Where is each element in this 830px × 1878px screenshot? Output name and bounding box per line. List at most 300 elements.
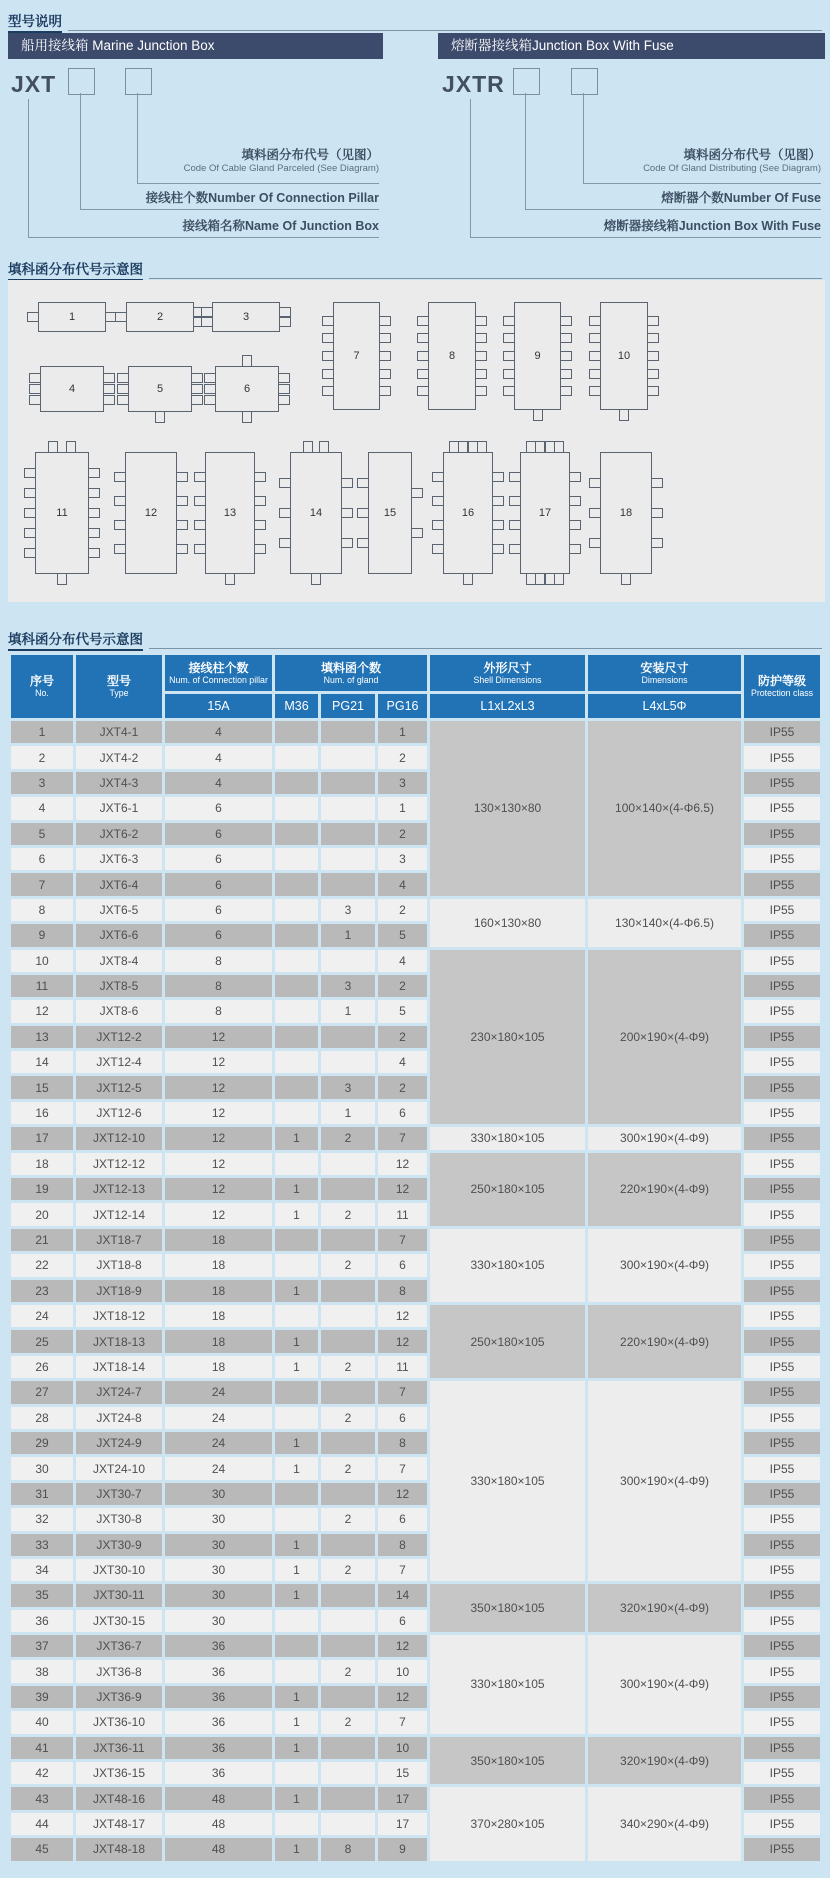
cell-15a: 30 — [165, 1534, 272, 1556]
cell-no: 2 — [11, 746, 73, 768]
cell-pg16: 5 — [378, 924, 427, 946]
cell-no: 14 — [11, 1051, 73, 1073]
cell-type: JXT18-13 — [76, 1330, 162, 1352]
cell-pg21 — [321, 1787, 375, 1809]
gland-tab — [194, 520, 206, 530]
gland-tab — [475, 333, 487, 343]
cell-m36: 1 — [275, 1432, 318, 1454]
leader-line — [137, 183, 379, 184]
cell-protection-class: IP55 — [744, 1457, 820, 1479]
cell-m36 — [275, 1660, 318, 1682]
cell-type: JXT36-8 — [76, 1660, 162, 1682]
cell-no: 6 — [11, 848, 73, 870]
cell-protection-class: IP55 — [744, 1407, 820, 1429]
cell-15a: 24 — [165, 1457, 272, 1479]
title-rule — [149, 648, 822, 649]
cell-no: 35 — [11, 1584, 73, 1606]
table-row — [11, 1584, 820, 1606]
cell-m36: 1 — [275, 1280, 318, 1302]
cell-15a: 30 — [165, 1559, 272, 1581]
cell-no: 23 — [11, 1280, 73, 1302]
gland-box-18 — [600, 452, 652, 574]
gland-tab — [114, 496, 126, 506]
gland-tab — [322, 333, 334, 343]
cell-15a: 12 — [165, 1026, 272, 1048]
gland-tab — [449, 441, 459, 453]
cell-no: 41 — [11, 1737, 73, 1759]
cell-15a: 36 — [165, 1686, 272, 1708]
cell-pg21 — [321, 1178, 375, 1200]
cell-15a: 12 — [165, 1102, 272, 1124]
cell-type: JXT8-5 — [76, 975, 162, 997]
cell-pg21 — [321, 746, 375, 768]
gland-box-number: 14 — [309, 507, 323, 519]
cell-15a: 48 — [165, 1787, 272, 1809]
cell-no: 19 — [11, 1178, 73, 1200]
fuse-count-label: 熔断器个数Number Of Fuse — [661, 191, 821, 205]
table-row — [11, 950, 820, 972]
section-title-spec-table: 填科函分布代号示意图 — [8, 628, 143, 651]
gland-tab — [417, 386, 429, 396]
cell-shell-dimensions: 330×180×105 — [430, 1127, 585, 1149]
cell-15a: 30 — [165, 1483, 272, 1505]
gland-box-number: 7 — [353, 350, 360, 362]
table-row — [11, 1229, 820, 1251]
gland-tab — [468, 441, 478, 453]
cell-15a: 24 — [165, 1432, 272, 1454]
gland-tab — [24, 488, 36, 498]
gland-box-15 — [368, 452, 412, 574]
cell-pg21: 2 — [321, 1711, 375, 1733]
gland-tab — [279, 508, 291, 518]
cell-protection-class: IP55 — [744, 1635, 820, 1657]
cell-type: JXT12-14 — [76, 1203, 162, 1225]
cell-pg21 — [321, 1305, 375, 1327]
cell-15a: 24 — [165, 1381, 272, 1403]
cell-type: JXT6-6 — [76, 924, 162, 946]
cell-protection-class: IP55 — [744, 1711, 820, 1733]
gland-code-label-zh: 填料函分布代号（见图） — [241, 148, 379, 162]
cell-pg16: 7 — [378, 1559, 427, 1581]
cell-15a: 24 — [165, 1407, 272, 1429]
gland-tab — [319, 441, 329, 453]
cell-no: 13 — [11, 1026, 73, 1048]
gland-code-label-zh: 填料函分布代号（见图） — [683, 148, 821, 162]
cell-pg21 — [321, 823, 375, 845]
cell-mounting-dimensions: 200×190×(4-Φ9) — [588, 950, 741, 1125]
cell-type: JXT12-5 — [76, 1076, 162, 1098]
cell-m36 — [275, 1254, 318, 1276]
gland-tab — [115, 312, 127, 322]
cell-15a: 18 — [165, 1254, 272, 1276]
cell-type: JXT24-7 — [76, 1381, 162, 1403]
table-row — [11, 1127, 820, 1149]
cell-m36 — [275, 899, 318, 921]
cell-pg16: 15 — [378, 1762, 427, 1784]
gland-box-number: 18 — [619, 507, 633, 519]
model-code-jxt: JXT — [11, 71, 57, 97]
cell-pg16: 7 — [378, 1229, 427, 1251]
cell-m36: 1 — [275, 1127, 318, 1149]
table-row — [11, 899, 820, 921]
cell-no: 24 — [11, 1305, 73, 1327]
leader-line — [28, 237, 379, 238]
leader-line — [28, 99, 29, 237]
cell-pg21: 8 — [321, 1838, 375, 1860]
cell-pg21: 2 — [321, 1508, 375, 1530]
gland-tab — [647, 351, 659, 361]
cell-15a: 6 — [165, 873, 272, 895]
cell-type: JXT8-4 — [76, 950, 162, 972]
cell-no: 7 — [11, 873, 73, 895]
cell-protection-class: IP55 — [744, 848, 820, 870]
gland-tab — [254, 544, 266, 554]
cell-pg16: 6 — [378, 1508, 427, 1530]
gland-tab — [88, 528, 100, 538]
gland-tab — [560, 369, 572, 379]
cell-type: JXT36-10 — [76, 1711, 162, 1733]
cell-15a: 4 — [165, 746, 272, 768]
cell-no: 12 — [11, 1000, 73, 1022]
cell-no: 38 — [11, 1660, 73, 1682]
gland-tab — [322, 369, 334, 379]
gland-tab — [225, 573, 235, 585]
cell-pg21 — [321, 1737, 375, 1759]
cell-type: JXT30-7 — [76, 1483, 162, 1505]
cell-shell-dimensions: 370×280×105 — [430, 1787, 585, 1860]
gland-tab — [651, 508, 663, 518]
gland-tab — [176, 472, 188, 482]
gland-tab — [589, 316, 601, 326]
cell-m36 — [275, 848, 318, 870]
gland-tab — [242, 411, 252, 423]
cell-m36: 1 — [275, 1457, 318, 1479]
sub-header-l4xl5-: L4xL5Φ — [588, 694, 741, 718]
leader-line — [525, 93, 526, 209]
col-header-pillar: 接线柱个数 Num. of Connection pillar — [165, 655, 272, 691]
cell-15a: 36 — [165, 1737, 272, 1759]
cell-no: 37 — [11, 1635, 73, 1657]
cell-pg21: 3 — [321, 1076, 375, 1098]
section-spec-table — [8, 628, 822, 651]
cell-pg16: 4 — [378, 950, 427, 972]
cell-15a: 36 — [165, 1660, 272, 1682]
gland-tab — [569, 472, 581, 482]
cell-type: JXT30-9 — [76, 1534, 162, 1556]
gland-box-12 — [125, 452, 177, 574]
col-header-mount: 安装尺寸 Dimensions — [588, 655, 741, 691]
cell-protection-class: IP55 — [744, 1813, 820, 1835]
cell-pg16: 7 — [378, 1457, 427, 1479]
cell-m36: 1 — [275, 1584, 318, 1606]
sub-header-15a: 15A — [165, 694, 272, 718]
cell-pg21: 2 — [321, 1356, 375, 1378]
cell-pg21 — [321, 1051, 375, 1073]
gland-tab — [554, 441, 564, 453]
gland-tab — [66, 441, 76, 453]
gland-tab — [191, 373, 203, 383]
cell-15a: 36 — [165, 1762, 272, 1784]
gland-tab — [417, 369, 429, 379]
gland-tab — [492, 472, 504, 482]
cell-type: JXT36-9 — [76, 1686, 162, 1708]
cell-15a: 6 — [165, 848, 272, 870]
gland-tab — [379, 333, 391, 343]
cell-15a: 8 — [165, 975, 272, 997]
cell-type: JXT18-8 — [76, 1254, 162, 1276]
cell-m36 — [275, 924, 318, 946]
leader-line — [80, 93, 81, 209]
spec-table — [8, 652, 823, 1864]
cell-protection-class: IP55 — [744, 924, 820, 946]
cell-15a: 18 — [165, 1280, 272, 1302]
sub-header-pg21: PG21 — [321, 694, 375, 718]
title-rule — [68, 30, 822, 31]
cell-no: 33 — [11, 1534, 73, 1556]
cell-m36 — [275, 746, 318, 768]
cell-no: 28 — [11, 1407, 73, 1429]
leader-line — [137, 93, 138, 183]
cell-pg16: 6 — [378, 1102, 427, 1124]
cell-no: 18 — [11, 1153, 73, 1175]
cell-m36 — [275, 1000, 318, 1022]
cell-protection-class: IP55 — [744, 1000, 820, 1022]
cell-no: 16 — [11, 1102, 73, 1124]
cell-type: JXT6-5 — [76, 899, 162, 921]
cell-pg16: 6 — [378, 1254, 427, 1276]
gland-box-11 — [35, 452, 89, 574]
cell-type: JXT4-2 — [76, 746, 162, 768]
cell-type: JXT12-2 — [76, 1026, 162, 1048]
cell-no: 25 — [11, 1330, 73, 1352]
cell-m36: 1 — [275, 1356, 318, 1378]
gland-tab — [57, 573, 67, 585]
cell-protection-class: IP55 — [744, 1686, 820, 1708]
cell-pg16: 2 — [378, 1076, 427, 1098]
cell-type: JXT12-12 — [76, 1153, 162, 1175]
cell-15a: 12 — [165, 1178, 272, 1200]
gland-tab — [475, 316, 487, 326]
cell-protection-class: IP55 — [744, 1153, 820, 1175]
cell-pg16: 6 — [378, 1407, 427, 1429]
cell-protection-class: IP55 — [744, 899, 820, 921]
gland-tab — [24, 468, 36, 478]
cell-15a: 30 — [165, 1508, 272, 1530]
gland-tab — [322, 386, 334, 396]
cell-15a: 18 — [165, 1356, 272, 1378]
gland-tab — [303, 441, 313, 453]
sub-header-pg16: PG16 — [378, 694, 427, 718]
gland-tab — [341, 538, 353, 548]
cell-no: 26 — [11, 1356, 73, 1378]
cell-pg16: 5 — [378, 1000, 427, 1022]
gland-tab — [88, 548, 100, 558]
cell-m36 — [275, 873, 318, 895]
cell-pg16: 1 — [378, 721, 427, 743]
cell-m36 — [275, 1076, 318, 1098]
section-title-model: 型号说明 — [8, 10, 62, 33]
cell-pg21: 2 — [321, 1559, 375, 1581]
cell-no: 20 — [11, 1203, 73, 1225]
gland-tab — [88, 468, 100, 478]
cell-type: JXT8-6 — [76, 1000, 162, 1022]
gland-tab — [560, 351, 572, 361]
cell-type: JXT48-16 — [76, 1787, 162, 1809]
cell-shell-dimensions: 330×180×105 — [430, 1381, 585, 1581]
col-header-no: 序号 No. — [11, 655, 73, 718]
table-row — [11, 1153, 820, 1175]
gland-tab — [560, 316, 572, 326]
gland-tab — [589, 508, 601, 518]
gland-tab — [503, 333, 515, 343]
col-header-shell: 外形尺寸 Shell Dimensions — [430, 655, 585, 691]
cell-m36: 1 — [275, 1838, 318, 1860]
cell-pg21: 1 — [321, 1102, 375, 1124]
sub-header-m36: M36 — [275, 694, 318, 718]
cell-protection-class: IP55 — [744, 1076, 820, 1098]
cell-m36 — [275, 1483, 318, 1505]
cell-15a: 12 — [165, 1203, 272, 1225]
section-gland-diagram — [8, 258, 822, 281]
model-code-jxtr: JXTR — [442, 71, 505, 97]
gland-box-14 — [290, 452, 342, 574]
cell-no: 27 — [11, 1381, 73, 1403]
box-name-label: 接线箱名称Name Of Junction Box — [182, 219, 379, 233]
gland-tab — [357, 538, 369, 548]
gland-tab — [24, 528, 36, 538]
cell-type: JXT6-3 — [76, 848, 162, 870]
cell-shell-dimensions: 160×130×80 — [430, 899, 585, 947]
cell-pg21 — [321, 873, 375, 895]
cell-pg16: 6 — [378, 1610, 427, 1632]
cell-pg16: 12 — [378, 1483, 427, 1505]
cell-protection-class: IP55 — [744, 1203, 820, 1225]
cell-protection-class: IP55 — [744, 950, 820, 972]
cell-pg16: 4 — [378, 1051, 427, 1073]
gland-tab — [204, 395, 216, 405]
gland-tab — [194, 544, 206, 554]
gland-tab — [509, 472, 521, 482]
cell-mounting-dimensions: 300×190×(4-Φ9) — [588, 1127, 741, 1149]
gland-tab — [24, 548, 36, 558]
gland-tab — [503, 386, 515, 396]
cell-15a: 30 — [165, 1610, 272, 1632]
cell-type: JXT30-8 — [76, 1508, 162, 1530]
cell-pg21: 2 — [321, 1407, 375, 1429]
cell-no: 40 — [11, 1711, 73, 1733]
fuse-panel-header: 熔断器接线箱Junction Box With Fuse — [438, 33, 825, 59]
cell-protection-class: IP55 — [744, 1838, 820, 1860]
cell-protection-class: IP55 — [744, 1026, 820, 1048]
gland-tab — [357, 508, 369, 518]
gland-tab — [279, 317, 291, 327]
cell-protection-class: IP55 — [744, 721, 820, 743]
cell-protection-class: IP55 — [744, 1660, 820, 1682]
cell-no: 17 — [11, 1127, 73, 1149]
gland-tab — [176, 544, 188, 554]
gland-tab — [589, 478, 601, 488]
cell-pg21: 1 — [321, 1000, 375, 1022]
gland-tab — [278, 384, 290, 394]
gland-box-5 — [128, 366, 192, 412]
cell-15a: 18 — [165, 1330, 272, 1352]
gland-box-number: 8 — [448, 350, 456, 362]
gland-tab — [204, 373, 216, 383]
cell-mounting-dimensions: 300×190×(4-Φ9) — [588, 1229, 741, 1302]
cell-m36: 1 — [275, 1737, 318, 1759]
gland-tab — [475, 386, 487, 396]
cell-no: 4 — [11, 797, 73, 819]
cell-protection-class: IP55 — [744, 1610, 820, 1632]
gland-box-3 — [212, 302, 280, 332]
cell-pg21 — [321, 721, 375, 743]
gland-box-number: 9 — [534, 350, 541, 362]
gland-box-16 — [443, 452, 493, 574]
gland-tab — [569, 544, 581, 554]
cell-15a: 48 — [165, 1838, 272, 1860]
cell-m36: 1 — [275, 1686, 318, 1708]
cell-pg16: 3 — [378, 848, 427, 870]
gland-tab — [492, 520, 504, 530]
gland-tab — [509, 496, 521, 506]
gland-tab — [417, 316, 429, 326]
cell-pg16: 7 — [378, 1711, 427, 1733]
cell-pg16: 17 — [378, 1787, 427, 1809]
gland-box-9 — [514, 302, 561, 410]
cell-m36 — [275, 1610, 318, 1632]
gland-tab — [533, 409, 543, 421]
cell-shell-dimensions: 330×180×105 — [430, 1229, 585, 1302]
cell-pg21 — [321, 950, 375, 972]
code-placeholder-box — [125, 68, 152, 95]
cell-pg16: 12 — [378, 1330, 427, 1352]
cell-type: JXT12-4 — [76, 1051, 162, 1073]
cell-mounting-dimensions: 340×290×(4-Φ9) — [588, 1787, 741, 1860]
cell-pg16: 8 — [378, 1280, 427, 1302]
gland-tab — [279, 538, 291, 548]
gland-box-13 — [205, 452, 255, 574]
cell-m36 — [275, 1762, 318, 1784]
gland-tab — [589, 351, 601, 361]
gland-box-number: 10 — [617, 350, 631, 362]
cell-shell-dimensions: 130×130×80 — [430, 721, 585, 896]
cell-type: JXT48-18 — [76, 1838, 162, 1860]
cell-15a: 36 — [165, 1635, 272, 1657]
gland-tab — [341, 508, 353, 518]
cell-type: JXT4-3 — [76, 772, 162, 794]
cell-m36: 1 — [275, 1711, 318, 1733]
cell-m36: 1 — [275, 1787, 318, 1809]
gland-tab — [492, 496, 504, 506]
table-row — [11, 721, 820, 743]
gland-tab — [279, 478, 291, 488]
gland-tab — [379, 316, 391, 326]
gland-tab — [114, 520, 126, 530]
cell-no: 32 — [11, 1508, 73, 1530]
table-row — [11, 1381, 820, 1403]
cell-mounting-dimensions: 320×190×(4-Φ9) — [588, 1737, 741, 1785]
gland-tab — [379, 369, 391, 379]
gland-box-number: 6 — [243, 383, 251, 395]
gland-distribution-diagram — [8, 280, 825, 602]
cell-pg21: 2 — [321, 1203, 375, 1225]
cell-m36 — [275, 1102, 318, 1124]
col-header-gland: 填料函个数 Num. of gland — [275, 655, 427, 691]
cell-pg21 — [321, 1813, 375, 1835]
leader-line — [583, 183, 821, 184]
cell-mounting-dimensions: 220×190×(4-Φ9) — [588, 1153, 741, 1226]
cell-pg16: 12 — [378, 1153, 427, 1175]
